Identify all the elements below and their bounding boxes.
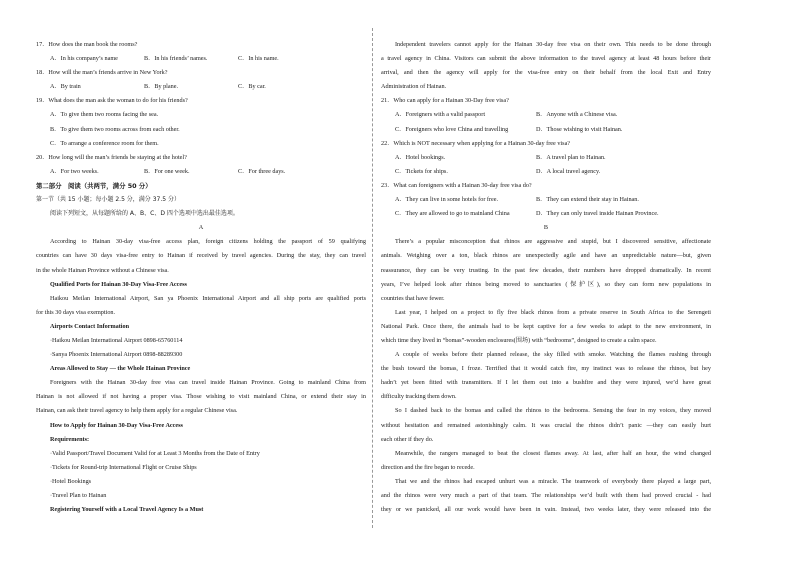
question-21-options-ab — [381, 108, 711, 122]
option-b: B．To give them two rooms across from each other. — [50, 125, 180, 133]
option-b: B．They can extend their stay in Hainan. — [536, 196, 639, 204]
passage-b-line: direction and the fire began to recede. — [381, 463, 475, 471]
question-17-stem: 17．How does the man book the rooms? — [36, 41, 138, 48]
question-18-stem: 18．How will the man’s friends arrive in New York? — [36, 69, 168, 77]
section-one-instructions: 阅读下列短文，从每题所给的 A、B、C、D 四个选项中选出最佳选项。 — [50, 210, 239, 218]
option-a: A．Hotel bookings. — [395, 153, 446, 161]
question-23-stem: 23．What can foreigners with a Hainan 30-day free visa do? — [381, 181, 532, 189]
independent-line: Independent travelers cannot apply for the Hainan 30-day free visa on their own. This needs to be done through — [395, 41, 711, 48]
option-c: C．In his name. — [238, 55, 279, 63]
option-a: A．They can live in some hotels for free. — [395, 196, 499, 204]
option-c: C．They are allowed to go to mainland China — [395, 210, 510, 218]
option-c: C．Tickets for ships. — [395, 167, 448, 175]
passage-b-line: That we and the rhinos had escaped unhurt was a miracle. The teamwork of everybody there played a large part, — [395, 477, 711, 485]
ports-line: Haikou Meilan International Airport, San ya Phoenix International Airport and all ship ports are qualified ports — [50, 294, 366, 302]
passage-b-line: they or we panicked, all our work would have been in vain. Instead, two weeks later, they were released into the — [381, 506, 711, 514]
question-22-options-ab — [381, 151, 711, 165]
contact-line: ·Haikou Meilan International Airport 0898-65760114 — [50, 336, 183, 344]
passage-b-line: the bush toward the bomas, I froze. Terrified that it would catch fire, my instinct was to release the rhinos, but hey — [381, 365, 711, 373]
section-one-title: 第一节（共 15 小题；每小题 2.5 分，满分 37.5 分） — [36, 196, 180, 204]
passage-b-line: countries that have fewer. — [381, 294, 445, 302]
right-column — [381, 38, 711, 517]
passage-b — [381, 235, 711, 517]
heading-requirements: Requirements: — [50, 435, 90, 443]
question-21-stem: 21．Who can apply for a Hainan 30-Day free visa? — [381, 97, 509, 105]
option-c: C．For three days. — [238, 167, 286, 175]
independent-line: Administration of Hainan. — [381, 83, 447, 91]
option-c: C．By car. — [238, 83, 266, 91]
areas-line: Hainan, can ask their travel agency to help them apply for a regular Chinese visa. — [36, 407, 238, 415]
question-23-options-cd — [381, 207, 711, 221]
question-18-options — [36, 80, 366, 94]
option-a: A．Foreigners with a valid passport — [395, 111, 486, 119]
areas-line: Foreigners with the Hainan 30-day free visa can travel inside Hainan Province. Going to mainland China from — [50, 379, 366, 387]
question-20-stem: 20．How long will the man’s friends be staying at the hotel? — [36, 153, 187, 161]
question-21-options-cd — [381, 123, 711, 137]
option-c: C．Foreigners who love China and travelling — [395, 125, 509, 133]
requirement-item: ·Travel Plan to Hainan — [50, 492, 107, 499]
passage-b-line: A couple of weeks before their planned release, the sky filled with smoke. Watching the flames rushing through — [395, 351, 711, 359]
option-b: B．Anyone with a Chinese visa. — [536, 111, 618, 119]
contact-line: ·Sanya Phoenix International Airport 0898-88289300 — [50, 351, 183, 359]
left-column — [36, 38, 366, 517]
passage-b-line: each other if they do. — [381, 435, 434, 443]
passage-b-line: which time they lived in “bomas”-wooden enclosures(围场) with “bedrooms”, designed to create a calm space. — [381, 336, 657, 344]
option-b: B．A travel plan to Hainan. — [536, 153, 606, 161]
passage-b-line: Meanwhile, the rangers managed to beat the closest flames away. At last, after half an hour, the wind changed — [395, 449, 711, 457]
passage-b-line: animals. Weighing over a ton, black rhinos are unexpectedly agile and have an unpredictable nature—but, given — [381, 252, 711, 260]
heading-qualified-ports: Qualified Ports for Hainan 30-Day Visa-Free Access — [50, 280, 187, 288]
independent-line: arrival, and then the agency will apply for the visa-free entry on their behalf from the local Exit and Entry — [381, 69, 711, 77]
option-b: B．By plane. — [144, 83, 179, 91]
passage-a-line: countries can have 30 days visa-free entry to Hainan if received by travel agencies. During the stay, they can travel — [36, 252, 366, 260]
question-22-stem: 22．Which is NOT necessary when applying for a Hainan 30-day free visa? — [381, 139, 571, 147]
passage-b-line: and the rhinos were very much a part of that team. The relationships we’d built with them had proved crucial - had — [381, 492, 711, 499]
question-17-options — [36, 52, 366, 66]
passage-b-line: difficulty tracking them down. — [381, 393, 457, 401]
option-b: B．In his friends’ names. — [144, 55, 208, 63]
heading-areas-allowed: Areas Allowed to Stay — the Whole Hainan Province — [50, 365, 191, 373]
question-23-options-ab — [381, 193, 711, 207]
passage-a-line: in the whole Hainan Province without a Chinese visa. — [36, 266, 169, 274]
passage-b-line: reassurance, they can be very trusting. In the past few decades, their numbers have dropped dramatically. In recent — [381, 266, 711, 274]
column-divider — [372, 28, 373, 528]
requirement-item: ·Hotel Bookings — [50, 477, 92, 485]
question-20-options — [36, 165, 366, 179]
option-a: A．To give them two rooms facing the sea. — [50, 111, 159, 119]
heading-registering: Registering Yourself with a Local Travel Agency Is a Must — [50, 506, 204, 514]
passage-b-line: Last year, I helped on a project to fly five black rhinos from a private reserve in South Africa to the Serengeti — [395, 308, 711, 316]
passage-b-line: hadn’t yet been fitted with transmitters. If I let them out into a bushfire and they were injured, we’d have great — [381, 379, 711, 387]
areas-line: Hainan is not allowed if not having a proper visa. Those wishing to visit mainland China, or extend their stay in — [36, 393, 366, 401]
ports-line: for this 30 days visa exemption. — [36, 308, 116, 316]
passage-a-letter: A — [198, 224, 204, 232]
option-b: B．For one week. — [144, 167, 190, 175]
heading-how-to-apply: How to Apply for Hainan 30-Day Visa-Free Access — [50, 421, 183, 429]
passage-b-letter: B — [543, 224, 549, 232]
option-d: D．They can only travel inside Hainan Province. — [536, 210, 659, 218]
requirement-item: ·Valid Passport/Travel Document Valid for at Least 3 Months from the Date of Entry — [50, 449, 260, 457]
part-two-title: 第二部分 阅读（共两节，满分 50 分） — [36, 181, 152, 190]
requirement-item: ·Tickets for Round-trip International Flight or Cruise Ships — [50, 463, 197, 471]
option-a: A．By train — [50, 83, 81, 91]
option-d: D．Those wishing to visit Hainan. — [536, 125, 623, 133]
option-d: D．A local travel agency. — [536, 167, 601, 175]
passage-b-line: National Park. Once there, the animals had to be kept captive for a few weeks to adapt to the new environment, in — [381, 322, 711, 330]
question-22-options-cd — [381, 165, 711, 179]
passage-b-line: There’s a popular misconception that rhinos are aggressive and stupid, but I discovered sensitive, affectionate — [395, 238, 711, 246]
option-c: C．To arrange a conference room for them. — [50, 139, 159, 147]
option-a: A．In his company’s name — [50, 55, 118, 63]
independent-line: a travel agency in China. Visitors can submit the above information to the travel agency at least 48 hours before their — [381, 55, 711, 63]
passage-b-line: So I dashed back to the bomas and called the rhinos to the bedrooms. Sensing the fear in my voices, they moved — [395, 407, 711, 415]
question-19-stem: 19．What does the man ask the woman to do for his friends? — [36, 97, 188, 105]
heading-airports-contact: Airports Contact Information — [50, 322, 130, 330]
passage-b-line: without hesitation and remained astonishingly calm. It was crucial the rhinos didn’t panic —they can easily hurt — [381, 421, 711, 429]
option-a: A．For two weeks. — [50, 167, 99, 175]
passage-b-line: years, I’ve helped look after rhinos being moved to sanctuaries (保护区), so they can form new populations in — [381, 280, 711, 288]
passage-a-line: According to Hainan 30-day visa-free access plan, foreign citizens holding the passport of 59 qualifying — [50, 238, 366, 246]
